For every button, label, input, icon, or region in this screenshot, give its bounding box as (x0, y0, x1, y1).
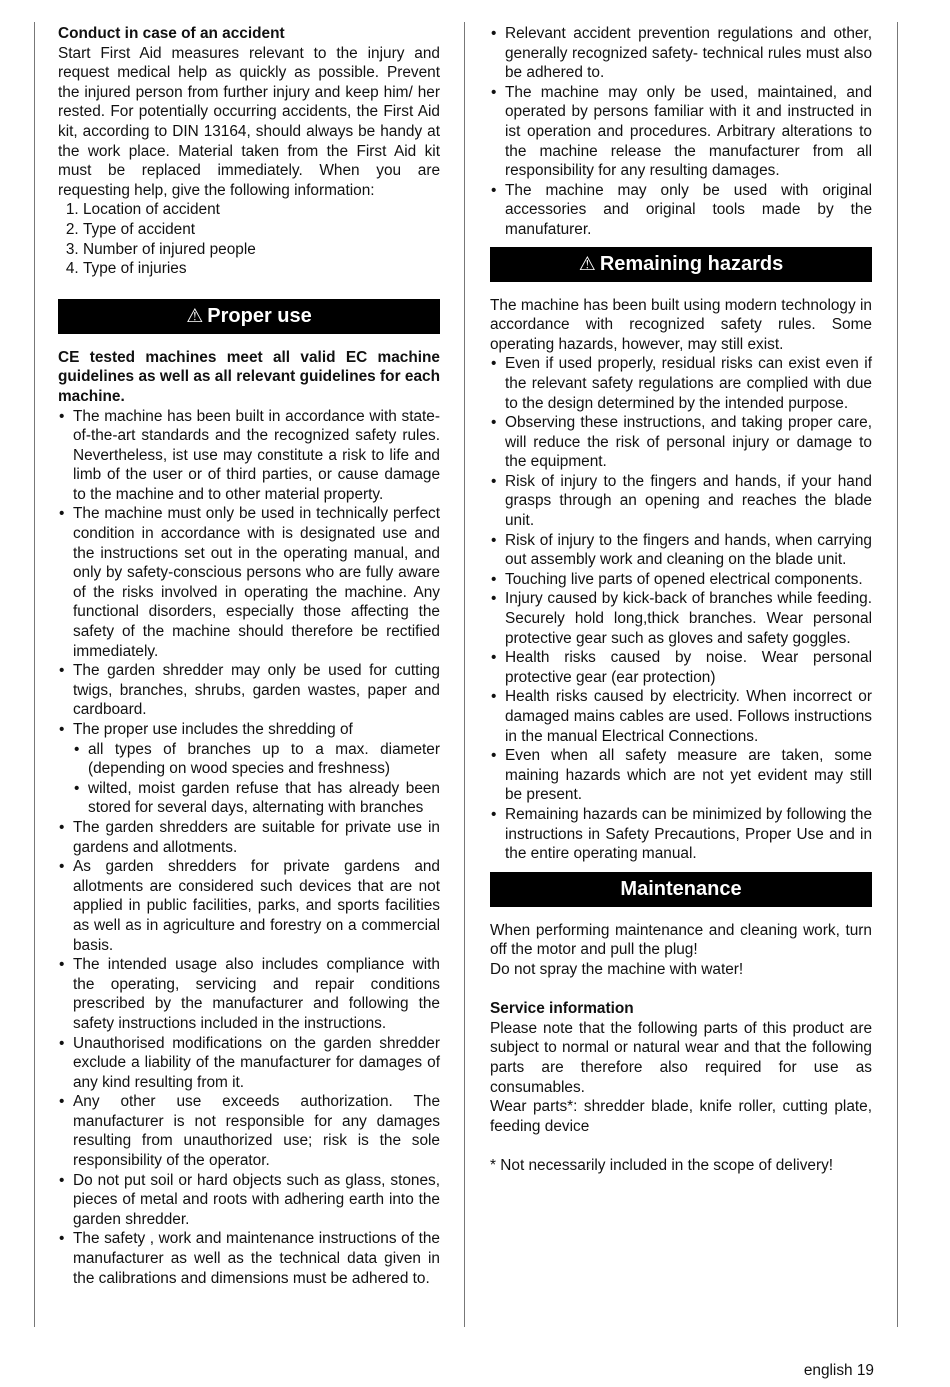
page-number: english 19 (803, 1362, 874, 1379)
list-item: • Even if used properly, residual risks can exist even if the relevant safety regulations are complied with due to the design determined by the intended purpose. (490, 354, 872, 413)
column-divider-rule (464, 22, 465, 1327)
maintenance-line-2: Do not spray the machine with water! (490, 960, 744, 978)
maintenance-heading-label: Maintenance (620, 877, 742, 900)
list-item-text: The proper use includes the shredding of (73, 721, 353, 738)
proper-use-heading (58, 299, 440, 334)
list-item: • Health risks caused by electricity. When incorrect or damaged mains cables are used. Follows instructions in the manual Electrical Connections. (490, 687, 872, 746)
wear-parts: Wear parts*: shredder blade, knife roller, cutting plate, feeding device (490, 1098, 872, 1135)
list-item: • The machine may only be used, maintained, and operated by persons familiar with it and instructed in ist operation and procedures. Arbitrary alterations to the machine release the manufacturer from all responsibility for any resulting damages. (490, 83, 872, 181)
list-item: • Observing these instructions, and taking proper care, will reduce the risk of personal injury or damage to the equipment. (490, 413, 872, 472)
service-info-text: Please note that the following parts of this product are subject to normal or natural wear and that the following parts are therefore also required for use as consumables. (490, 1019, 872, 1096)
right-column (490, 24, 872, 1175)
list-item: 3. Number of injured people (83, 240, 440, 260)
left-column (58, 24, 440, 1288)
proper-use-intro: CE tested machines meet all valid EC machine guidelines as well as all relevant guidelines for each machine. (58, 348, 440, 405)
list-item: • The garden shredder may only be used for cutting twigs, branches, shrubs, garden wastes, paper and cardboard. (58, 661, 440, 720)
list-item: • Unauthorised modifications on the garden shredder exclude a liability of the manufacturer for damages of any kind resulting from it. (58, 1034, 440, 1093)
list-item: • The intended usage also includes compliance with the operating, servicing and repair conditions prescribed by the manufacturer and following the safety instructions included in the instructions. (58, 955, 440, 1033)
list-item: • Health risks caused by noise. Wear personal protective gear (ear protection) (490, 648, 872, 687)
maintenance-heading (490, 872, 872, 907)
warning-triangle-icon: ⚠ (186, 305, 204, 327)
list-item (58, 720, 440, 818)
list-item: • The machine has been built in accordance with state-of-the-art standards and the recognized safety rules. Nevertheless, ist use may constitute a risk to life and limb of the user or of third parties, or cause damage to the machine and to other material property. (58, 407, 440, 505)
left-margin-rule (34, 22, 35, 1327)
list-item: • The machine may only be used with original accessories and original tools made by the manufaturer. (490, 181, 872, 240)
list-item: • Any other use exceeds authorization. The manufacturer is not responsible for any damages resulting from unauthorized use; risk is the sole responsibility of the operator. (58, 1092, 440, 1170)
hazards-list (490, 354, 872, 863)
remaining-hazards-heading-label: Remaining hazards (599, 252, 784, 275)
list-item: • Remaining hazards can be minimized by following the instructions in Safety Precautions, Proper Use and in the entire operating manual. (490, 805, 872, 864)
proper-use-list (58, 407, 440, 1289)
sub-list-item: • all types of branches up to a max. diameter (depending on wood species and freshness) (73, 740, 440, 779)
list-item: • The garden shredders are suitable for private use in gardens and allotments. (58, 818, 440, 857)
list-item: 4. Type of injuries (83, 259, 440, 279)
warning-triangle-icon: ⚠ (578, 253, 596, 275)
list-item: • Risk of injury to the fingers and hands, when carrying out assembly work and cleaning on the blade unit. (490, 531, 872, 570)
list-item: 2. Type of accident (83, 220, 440, 240)
hazards-intro: The machine has been built using modern technology in accordance with recognized safety rules. Some operating hazards, however, may still exist. (490, 296, 872, 353)
list-item: • Injury caused by kick-back of branches while feeding. Securely hold long,thick branches. Wear personal protective gear such as gloves and safety goggles. (490, 589, 872, 648)
list-item: • Risk of injury to the fingers and hands, if your hand grasps through an opening and reaches the blade unit. (490, 472, 872, 531)
list-item: • The safety , work and maintenance instructions of the manufacturer as well as the technical data given in the calibrations and dimensions must be adhered to. (58, 1229, 440, 1288)
remaining-hazards-heading (490, 247, 872, 282)
list-item: • The machine must only be used in technically perfect condition in accordance with is designated use and the instructions set out in the operating manual, and only by safety-conscious persons who are fully aware of the risks involved in operating the machine. Any functional disorders, especially those affecting the safety of the machine should therefore be rectified immediately. (58, 504, 440, 661)
proper-use-heading-label: Proper use (207, 304, 312, 327)
list-item: • Touching live parts of opened electrical components. (490, 570, 872, 590)
accident-text: Start First Aid measures relevant to the injury and request medical help as quickly as possible. Prevent the injured person from further injury and keep him/ her rested. For potentially occurring accidents, the First Aid kit, according to DIN 13164, should always be handy at the work place. Material taken from the First Aid kit must be replaced immediately. When you are requesting help, give the following information: (58, 44, 440, 199)
list-item: • Relevant accident prevention regulations and other, generally recognized safety- technical rules must also be adhered to. (490, 24, 872, 83)
list-item: • Even when all safety measure are taken, some maining hazards which are not yet evident may still be present. (490, 746, 872, 805)
list-item: • As garden shredders for private gardens and allotments are considered such devices that are not applied in public facilities, parks, and sports facilities as well as in agriculture and forestry on a commercial basis. (58, 857, 440, 955)
list-item: • Do not put soil or hard objects such as glass, stones, pieces of metal and roots with adhering earth into the garden shredder. (58, 1171, 440, 1230)
service-info-title: Service information (490, 1000, 634, 1018)
sub-list-item: • wilted, moist garden refuse that has already been stored for several days, alternating with branches (73, 779, 440, 818)
shredding-sublist (73, 740, 440, 818)
maintenance-line-1: When performing maintenance and cleaning work, turn off the motor and pull the plug! (490, 921, 872, 959)
delivery-footnote: * Not necessarily included in the scope of delivery! (490, 1156, 834, 1174)
accident-info-list (58, 200, 440, 278)
right-margin-rule (897, 22, 898, 1327)
list-item: 1. Location of accident (83, 200, 440, 220)
regulations-list (490, 24, 872, 240)
accident-title: Conduct in case of an accident (58, 25, 285, 42)
